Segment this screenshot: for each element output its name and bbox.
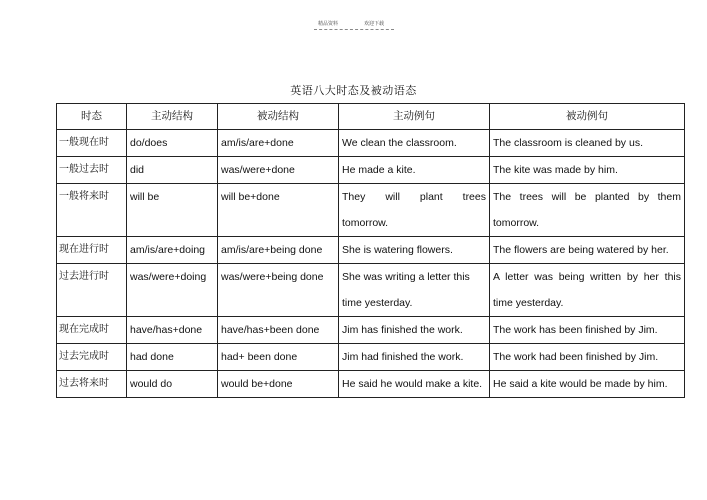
table-header-row (57, 104, 685, 130)
active-structure-cell: had done (127, 344, 218, 371)
passive-example-line-1: The trees will be planted by them (493, 191, 681, 203)
tense-cell: 过去进行时 (57, 264, 127, 317)
passive-structure-cell: have/has+been done (218, 317, 339, 344)
active-example-cell: She is watering flowers. (339, 237, 490, 264)
table-row (57, 184, 685, 237)
active-example-line-1: They will plant trees (342, 191, 486, 203)
column-header-passive-example: 被动例句 (490, 104, 685, 130)
passive-structure-cell: was/were+being done (218, 264, 339, 317)
header-right-text: 欢迎下载 (364, 21, 385, 27)
passive-example-cell: The classroom is cleaned by us. (490, 130, 685, 157)
active-example-cell: Jim had finished the work. (339, 344, 490, 371)
tense-cell: 一般将来时 (57, 184, 127, 237)
header-rule (314, 29, 394, 30)
passive-structure-cell: was/were+done (218, 157, 339, 184)
passive-example-line-1: A letter was being written by her this (493, 271, 681, 283)
active-example-cell (339, 264, 490, 317)
active-example-cell: He made a kite. (339, 157, 490, 184)
column-header-tense: 时态 (57, 104, 127, 130)
passive-example-cell: The work had been finished by Jim. (490, 344, 685, 371)
passive-structure-cell: am/is/are+done (218, 130, 339, 157)
passive-example-cell (490, 264, 685, 317)
active-example-line-2: tomorrow. (342, 217, 389, 229)
page-header (300, 20, 410, 30)
table-row (57, 157, 685, 184)
tense-cell: 过去完成时 (57, 344, 127, 371)
active-structure-cell: would do (127, 371, 218, 398)
tense-cell: 一般过去时 (57, 157, 127, 184)
table-row (57, 344, 685, 371)
column-header-active: 主动结构 (127, 104, 218, 130)
passive-structure-cell: will be+done (218, 184, 339, 237)
active-structure-cell: have/has+done (127, 317, 218, 344)
tense-cell: 现在进行时 (57, 237, 127, 264)
active-example-cell (339, 184, 490, 237)
active-structure-cell: will be (127, 184, 218, 237)
passive-structure-cell: am/is/are+being done (218, 237, 339, 264)
tense-table (56, 103, 685, 398)
passive-example-cell: The kite was made by him. (490, 157, 685, 184)
table-row (57, 371, 685, 398)
table-row (57, 317, 685, 344)
active-structure-cell: am/is/are+doing (127, 237, 218, 264)
tense-cell: 现在完成时 (57, 317, 127, 344)
passive-example-cell (490, 184, 685, 237)
active-structure-cell: did (127, 157, 218, 184)
header-left-text: 精品资料 (318, 21, 339, 27)
tense-cell: 过去将来时 (57, 371, 127, 398)
tense-cell: 一般现在时 (57, 130, 127, 157)
passive-example-line-2: tomorrow. (493, 217, 540, 229)
passive-example-cell: The flowers are being watered by her. (490, 237, 685, 264)
column-header-passive: 被动结构 (218, 104, 339, 130)
active-structure-cell: was/were+doing (127, 264, 218, 317)
passive-example-cell: He said a kite would be made by him. (490, 371, 685, 398)
table-row (57, 130, 685, 157)
passive-example-line-2: time yesterday. (493, 297, 564, 309)
active-example-cell: He said he would make a kite. (339, 371, 490, 398)
active-example-cell: We clean the classroom. (339, 130, 490, 157)
active-structure-cell: do/does (127, 130, 218, 157)
passive-structure-cell: would be+done (218, 371, 339, 398)
passive-example-cell: The work has been finished by Jim. (490, 317, 685, 344)
document-title: 英语八大时态及被动语态 (290, 84, 417, 97)
table-row (57, 237, 685, 264)
active-example-cell: Jim has finished the work. (339, 317, 490, 344)
active-example-line-2: time yesterday. (342, 297, 413, 309)
passive-structure-cell: had+ been done (218, 344, 339, 371)
active-example-line-1: She was writing a letter this (342, 271, 470, 283)
table-row (57, 264, 685, 317)
column-header-active-example: 主动例句 (339, 104, 490, 130)
